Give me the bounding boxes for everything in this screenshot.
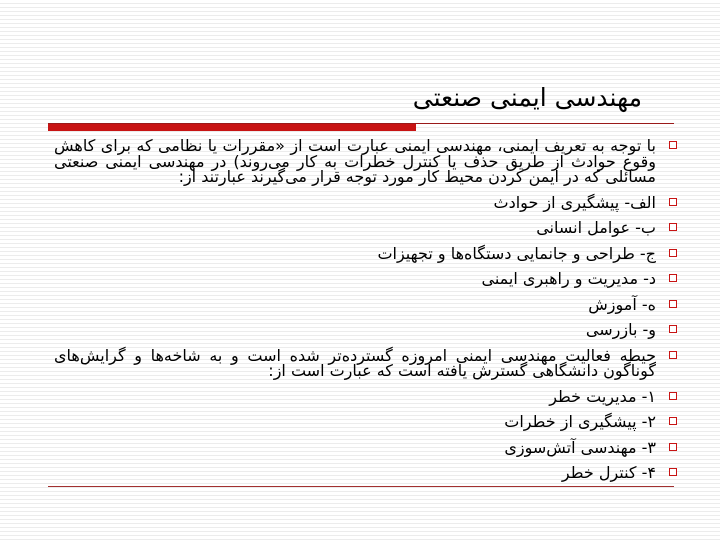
- bullet-item-risk-management: [54, 386, 682, 406]
- bullet-list: [54, 138, 682, 481]
- title-accent-bar: [48, 124, 416, 131]
- slide-title: مهندسی ایمنی صنعتی: [412, 83, 642, 112]
- footer-divider-line: [48, 486, 674, 487]
- bullet-text: ۲- پیشگیری از خطرات: [504, 412, 656, 431]
- square-bullet-icon: [669, 325, 677, 333]
- square-bullet-icon: [669, 198, 677, 206]
- square-bullet-icon: [669, 468, 677, 476]
- bullet-text: ۳- مهندسی آتش‌سوزی: [504, 437, 656, 457]
- bullet-item-hazard-control: [54, 465, 682, 481]
- bullet-text: ۱- مدیریت خطر: [549, 386, 656, 406]
- bullet-text: با توجه به تعریف ایمنی، مهندسی ایمنی عبارت است از «مقررات یا نظامی که برای کاهش وقوع حوادث از طریق حذف یا کنترل خطرات به کار می‌روند) در مهندسی ایمنی صنعتی مسائلی که در ایمن کردن محیط کار مورد توجه قرار می‌گیرند عبارتند از:: [54, 136, 656, 186]
- bullet-item-human-factors: [54, 220, 682, 236]
- bullet-text: ب- عوامل انسانی: [536, 218, 656, 237]
- bullet-text: ج- طراحی و جانمایی دستگاه‌ها و تجهیزات: [377, 243, 656, 263]
- bullet-item-inspection: [54, 322, 682, 338]
- bullet-item-hazard-prevention: [54, 414, 682, 430]
- bullet-item-safety-management: [54, 271, 682, 287]
- bullet-item-fire-engineering: [54, 437, 682, 457]
- square-bullet-icon: [669, 392, 677, 400]
- bullet-text: الف- پیشگیری از حوادث: [493, 192, 656, 212]
- bullet-text: د- مدیریت و راهبری ایمنی: [481, 269, 656, 288]
- bullet-item-scope: [54, 345, 682, 380]
- square-bullet-icon: [669, 443, 677, 451]
- square-bullet-icon: [669, 417, 677, 425]
- square-bullet-icon: [669, 249, 677, 257]
- bullet-item-definition: [54, 138, 682, 185]
- square-bullet-icon: [669, 300, 677, 308]
- bullet-text: ه- آموزش: [588, 294, 656, 314]
- slide-body: [54, 138, 682, 491]
- bullet-item-training: [54, 294, 682, 314]
- bullet-item-equipment-layout: [54, 243, 682, 263]
- bullet-item-accident-prevention: [54, 192, 682, 212]
- square-bullet-icon: [669, 274, 677, 282]
- bullet-text: حیطه فعالیت مهندسی ایمنی امروزه گسترده‌تر شده است و به شاخه‌ها و گرایش‌های گوناگون دانشگاهی گسترش یافته است که عبارت است از:: [54, 345, 656, 380]
- square-bullet-icon: [669, 141, 677, 149]
- square-bullet-icon: [669, 351, 677, 359]
- square-bullet-icon: [669, 223, 677, 231]
- bullet-text: ۴- کنترل خطر: [561, 463, 656, 482]
- bullet-text: و- بازرسی: [585, 320, 656, 339]
